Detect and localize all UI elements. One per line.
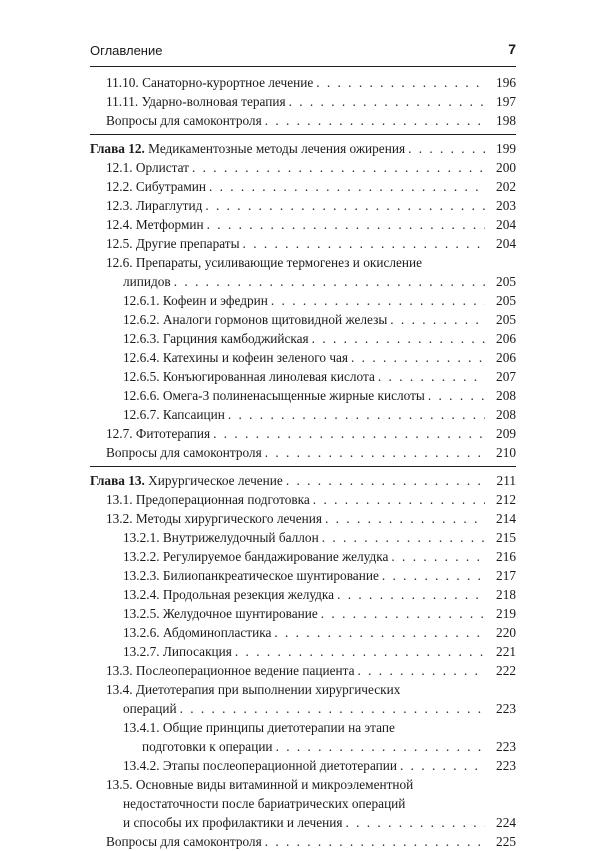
dot-leader	[205, 196, 485, 215]
toc-page-number: 218	[496, 587, 516, 602]
dot-leader	[286, 471, 485, 490]
toc-entry[interactable]	[90, 756, 516, 775]
dot-leader	[209, 177, 485, 196]
toc-page-number: 197	[496, 94, 516, 109]
toc-page-number: 196	[496, 75, 516, 90]
toc-entry[interactable]	[90, 718, 516, 737]
dot-leader	[271, 291, 485, 310]
dot-leader	[213, 424, 485, 443]
header-rule	[90, 66, 516, 67]
toc-entry[interactable]	[90, 623, 516, 642]
toc-entry-title: и способы их профилактики и лечения	[123, 815, 343, 830]
dot-leader	[322, 528, 485, 547]
toc-entry-title: 13.2.2. Регулируемое бандажирование желудка	[123, 549, 389, 564]
toc-page-number: 204	[496, 236, 516, 251]
toc-entry[interactable]	[90, 604, 516, 623]
toc-page-number: 202	[496, 179, 516, 194]
toc-entry-title: 13.3. Послеоперационное ведение пациента	[106, 663, 355, 678]
toc-page-number: 223	[496, 739, 516, 754]
toc-entry-title: операций	[123, 701, 177, 716]
toc-page-number: 217	[496, 568, 516, 583]
toc-entry-title: 13.2. Методы хирургического лечения	[106, 511, 322, 526]
toc-entry[interactable]	[90, 813, 516, 832]
running-head	[90, 41, 516, 61]
toc-entry-title: 13.4. Диетотерапия при выполнении хирургических	[106, 682, 401, 697]
toc-entry-title: 12.4. Метформин	[106, 217, 204, 232]
dot-leader	[312, 329, 485, 348]
toc-entry[interactable]	[90, 405, 516, 424]
toc-page-number: 225	[496, 834, 516, 849]
toc-chapter-entry[interactable]	[90, 471, 516, 490]
toc-entry[interactable]	[90, 196, 516, 215]
toc-page-number: 212	[496, 492, 516, 507]
toc-page-number: 208	[496, 388, 516, 403]
toc-entry-title: 12.1. Орлистат	[106, 160, 189, 175]
toc-entry-title: 12.6.6. Омега-3 полиненасыщенные жирные кислоты	[123, 388, 425, 403]
toc-page-number: 209	[496, 426, 516, 441]
toc-entry-title: подготовки к операции	[142, 739, 273, 754]
toc-page-number: 223	[496, 701, 516, 716]
toc-page-number: 214	[496, 511, 516, 526]
toc-page-number: 205	[496, 293, 516, 308]
dot-leader	[274, 623, 485, 642]
toc-entry[interactable]	[90, 547, 516, 566]
toc-entry[interactable]	[90, 490, 516, 509]
toc-entry[interactable]	[90, 348, 516, 367]
dot-leader	[265, 832, 485, 851]
toc-page-number: 216	[496, 549, 516, 564]
toc-entry-title: 11.10. Санаторно-курортное лечение	[106, 75, 314, 90]
table-of-contents	[90, 73, 516, 851]
dot-leader	[276, 737, 485, 756]
toc-page-number: 222	[496, 663, 516, 678]
toc-page-number: 203	[496, 198, 516, 213]
toc-entry[interactable]	[90, 111, 516, 130]
toc-entry[interactable]	[90, 386, 516, 405]
chapter-title: Хирургическое лечение	[148, 473, 283, 488]
toc-entry[interactable]	[90, 367, 516, 386]
dot-leader	[378, 367, 485, 386]
toc-entry-title: 13.2.5. Желудочное шунтирование	[123, 606, 318, 621]
toc-entry-title: 12.6. Препараты, усиливающие термогенез и окисление	[106, 255, 423, 270]
toc-entry[interactable]	[90, 158, 516, 177]
dot-leader	[316, 73, 485, 92]
toc-page-number: 224	[496, 815, 516, 830]
toc-page-number: 207	[496, 369, 516, 384]
chapter-title: Медикаментозные методы лечения ожирения	[148, 141, 406, 156]
toc-entry[interactable]	[90, 92, 516, 111]
toc-page-number: 200	[496, 160, 516, 175]
toc-entry-title	[90, 139, 405, 158]
toc-page-number: 206	[496, 331, 516, 346]
toc-entry-title: 13.1. Предоперационная подготовка	[106, 492, 310, 507]
toc-page-number: 199	[496, 141, 516, 156]
toc-page-number: 223	[496, 758, 516, 773]
toc-page-number: 198	[496, 113, 516, 128]
toc-entry[interactable]	[90, 794, 516, 813]
toc-entry-title: 12.2. Сибутрамин	[106, 179, 206, 194]
toc-entry-title: 12.6.3. Гарциния камбоджийская	[123, 331, 309, 346]
dot-leader	[174, 272, 485, 291]
dot-leader	[289, 92, 485, 111]
dot-leader	[265, 443, 485, 462]
page-number: 7	[508, 41, 516, 57]
toc-entry[interactable]	[90, 528, 516, 547]
dot-leader	[408, 139, 485, 158]
toc-page-number: 211	[496, 473, 516, 488]
dot-leader	[351, 348, 485, 367]
dot-leader	[337, 585, 485, 604]
toc-page-number: 205	[496, 274, 516, 289]
toc-entry[interactable]	[90, 234, 516, 253]
toc-entry[interactable]	[90, 832, 516, 851]
toc-entry[interactable]	[90, 699, 516, 718]
toc-entry-title: 13.2.3. Билиопанкреатическое шунтирование	[123, 568, 379, 583]
running-head-title: Оглавление	[90, 43, 163, 58]
chapter-label: Глава 13.	[90, 473, 145, 488]
toc-entry[interactable]	[90, 215, 516, 234]
toc-entry[interactable]	[90, 509, 516, 528]
toc-page-number: 210	[496, 445, 516, 460]
toc-entry-title: 12.6.4. Катехины и кофеин зеленого чая	[123, 350, 349, 365]
toc-entry[interactable]	[90, 272, 516, 291]
dot-leader	[243, 234, 485, 253]
toc-entry[interactable]	[90, 291, 516, 310]
dot-leader	[192, 158, 485, 177]
dot-leader	[382, 566, 485, 585]
dot-leader	[313, 490, 485, 509]
toc-entry[interactable]	[90, 680, 516, 699]
toc-page-number: 208	[496, 407, 516, 422]
toc-entry[interactable]	[90, 566, 516, 585]
toc-entry-title: 12.6.7. Капсаицин	[123, 407, 225, 422]
toc-page-number: 220	[496, 625, 516, 640]
toc-entry-title: Вопросы для самоконтроля	[106, 445, 262, 460]
toc-page-number: 204	[496, 217, 516, 232]
dot-leader	[235, 642, 485, 661]
toc-entry[interactable]	[90, 775, 516, 794]
toc-entry[interactable]	[90, 329, 516, 348]
toc-entry[interactable]	[90, 424, 516, 443]
toc-entry-title: Вопросы для самоконтроля	[106, 113, 262, 128]
toc-entry[interactable]	[90, 661, 516, 680]
toc-entry-title	[90, 471, 283, 490]
dot-leader	[228, 405, 485, 424]
toc-entry[interactable]	[90, 177, 516, 196]
toc-entry[interactable]	[90, 737, 516, 756]
toc-entry-title: 13.2.4. Продольная резекция желудка	[123, 587, 335, 602]
toc-entry[interactable]	[90, 73, 516, 92]
toc-page-number: 205	[496, 312, 516, 327]
dot-leader	[321, 604, 485, 623]
toc-entry-title: липидов	[123, 274, 171, 289]
dot-leader	[390, 310, 485, 329]
toc-entry-title: Вопросы для самоконтроля	[106, 834, 262, 849]
toc-entry-title: 12.5. Другие препараты	[106, 236, 240, 251]
chapter-label: Глава 12.	[90, 141, 145, 156]
dot-leader	[325, 509, 485, 528]
dot-leader	[391, 547, 485, 566]
toc-page-number: 221	[496, 644, 516, 659]
toc-entry[interactable]	[90, 443, 516, 462]
toc-entry[interactable]	[90, 642, 516, 661]
toc-entry-title: 11.11. Ударно-волновая терапия	[106, 94, 286, 109]
toc-entry-title: недостаточности после бариатрических операций	[123, 796, 406, 811]
toc-entry-title: 13.2.1. Внутрижелудочный баллон	[123, 530, 319, 545]
toc-entry-title: 12.3. Лираглутид	[106, 198, 203, 213]
toc-page-number: 215	[496, 530, 516, 545]
dot-leader	[345, 813, 485, 832]
toc-entry-title: 13.4.2. Этапы послеоперационной диетотерапии	[123, 758, 398, 773]
toc-entry-title: 12.6.2. Аналоги гормонов щитовидной железы	[123, 312, 388, 327]
toc-page-number: 219	[496, 606, 516, 621]
dot-leader	[428, 386, 485, 405]
dot-leader	[265, 111, 485, 130]
toc-entry-title: 12.6.1. Кофеин и эфедрин	[123, 293, 268, 308]
toc-entry[interactable]	[90, 253, 516, 272]
toc-chapter-entry[interactable]	[90, 139, 516, 158]
toc-entry-title: 13.4.1. Общие принципы диетотерапии на этапе	[123, 720, 395, 735]
toc-entry[interactable]	[90, 585, 516, 604]
toc-entry-title: 12.6.5. Конъюгированная линолевая кислота	[123, 369, 375, 384]
dot-leader	[400, 756, 485, 775]
toc-entry-title: 13.2.6. Абдоминопластика	[123, 625, 272, 640]
toc-page-number: 206	[496, 350, 516, 365]
dot-leader	[358, 661, 486, 680]
toc-entry-title: 13.2.7. Липосакция	[123, 644, 232, 659]
toc-entry-title: 12.7. Фитотерапия	[106, 426, 211, 441]
toc-entry[interactable]	[90, 310, 516, 329]
dot-leader	[180, 699, 485, 718]
dot-leader	[207, 215, 485, 234]
toc-entry-title: 13.5. Основные виды витаминной и микроэлементной	[106, 777, 414, 792]
